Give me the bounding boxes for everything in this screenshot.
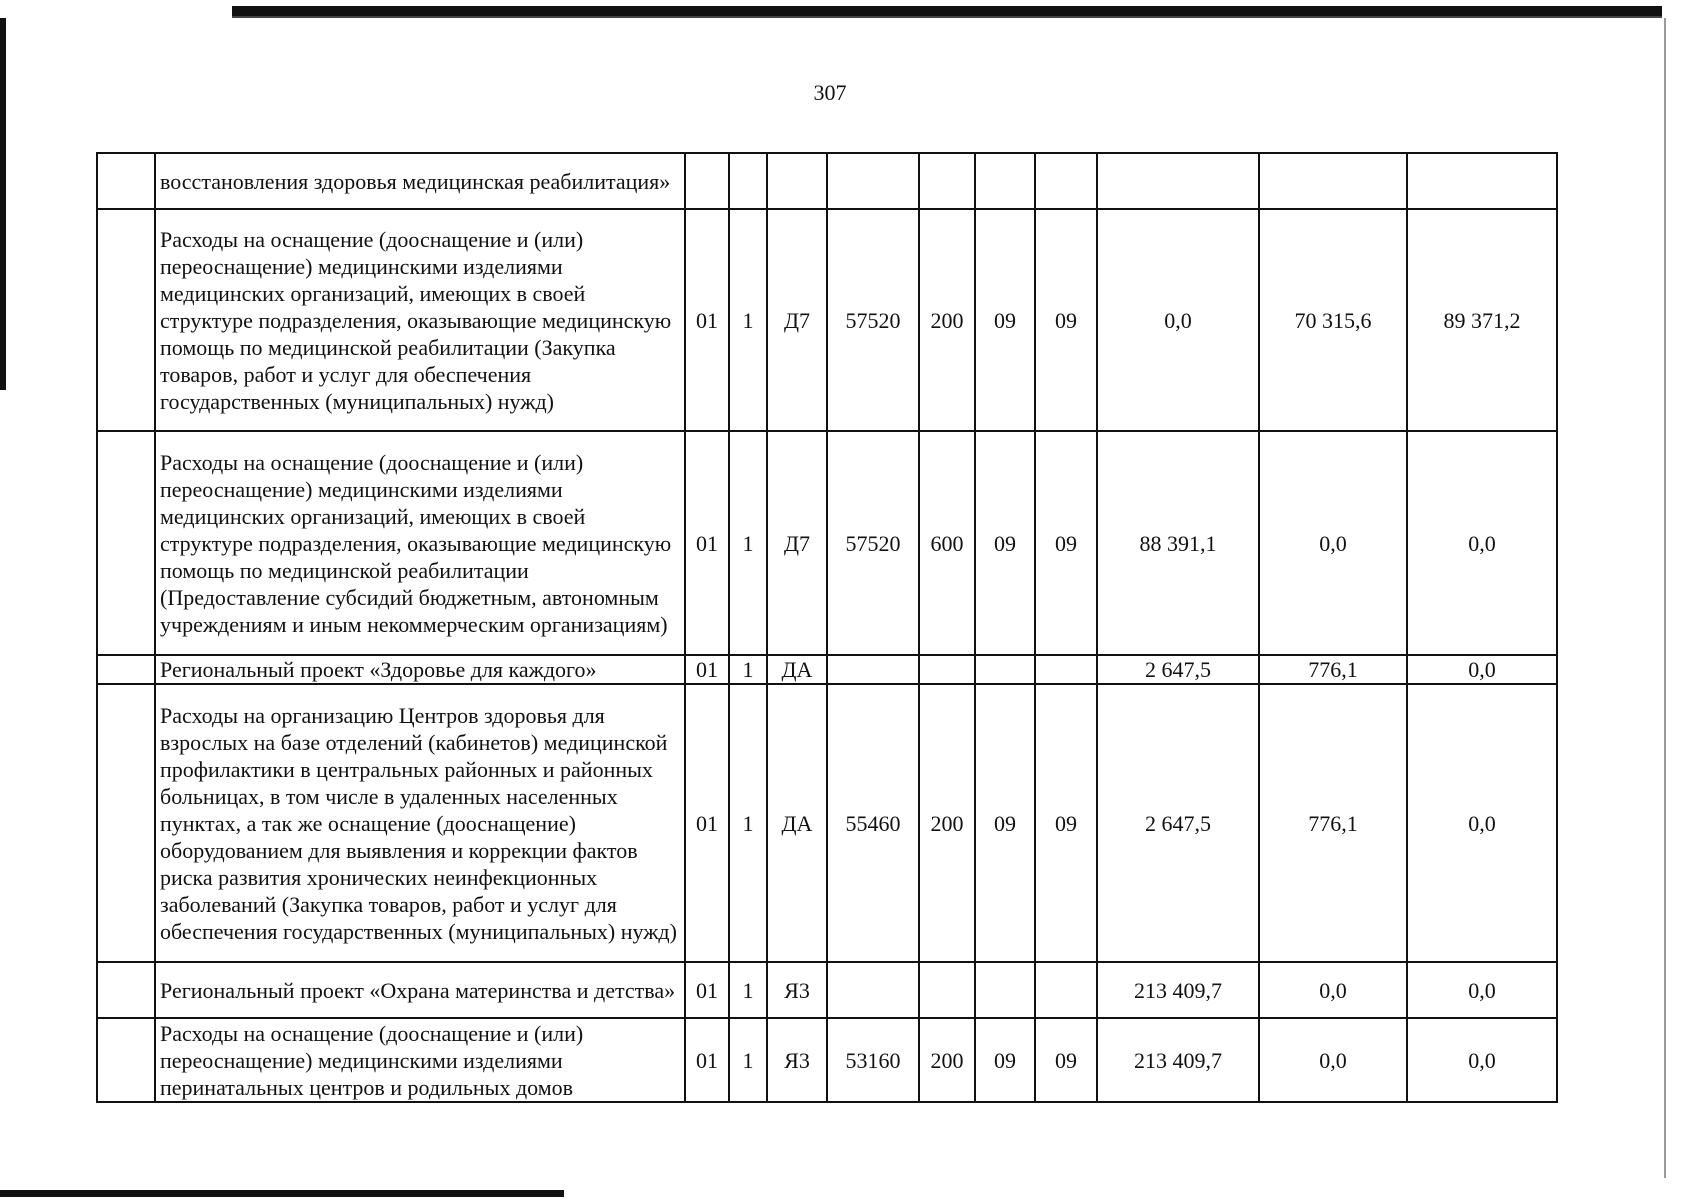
row-number-cell bbox=[97, 962, 155, 1018]
amount-cell-1: 2 647,5 bbox=[1097, 655, 1259, 684]
amount-cell-3 bbox=[1407, 153, 1557, 209]
table-row bbox=[97, 1018, 1557, 1102]
section-cell: 09 bbox=[975, 431, 1035, 655]
program-code-cell: 01 bbox=[685, 684, 729, 962]
amount-cell-3: 0,0 bbox=[1407, 962, 1557, 1018]
amount-cell-2: 0,0 bbox=[1259, 962, 1407, 1018]
row-number-cell bbox=[97, 153, 155, 209]
amount-cell-1: 213 409,7 bbox=[1097, 1018, 1259, 1102]
amount-cell-1 bbox=[1097, 153, 1259, 209]
amount-cell-1: 2 647,5 bbox=[1097, 684, 1259, 962]
table-row bbox=[97, 655, 1557, 684]
project-code-cell: ДА bbox=[767, 655, 827, 684]
subprogram-code-cell bbox=[729, 153, 767, 209]
row-number-cell bbox=[97, 1018, 155, 1102]
scan-edge-right bbox=[1664, 18, 1666, 1178]
scan-edge-top-thin bbox=[232, 16, 1662, 18]
amount-cell-2: 70 315,6 bbox=[1259, 209, 1407, 431]
amount-cell-3: 89 371,2 bbox=[1407, 209, 1557, 431]
target-article-cell bbox=[827, 655, 919, 684]
expense-type-cell bbox=[919, 655, 975, 684]
project-code-cell: Д7 bbox=[767, 431, 827, 655]
section-cell: 09 bbox=[975, 684, 1035, 962]
description-cell: Расходы на оснащение (дооснащение и (или) переоснащение) медицинскими изделиями перинатальных центров и родильных домов bbox=[155, 1018, 685, 1102]
amount-cell-2: 0,0 bbox=[1259, 1018, 1407, 1102]
subsection-cell: 09 bbox=[1035, 209, 1097, 431]
row-number-cell bbox=[97, 655, 155, 684]
row-number-cell bbox=[97, 684, 155, 962]
expense-type-cell bbox=[919, 153, 975, 209]
section-cell: 09 bbox=[975, 1018, 1035, 1102]
description-cell: Расходы на организацию Центров здоровья для взрослых на базе отделений (кабинетов) медицинской профилактики в центральных районных и районных больницах, в том числе в удаленных населенных пунктах, а так же оснащение (дооснащение) оборудованием для выявления и коррекции фактов риска развития хронических неинфекционных заболеваний (Закупка товаров, работ и услуг для обеспечения государственных (муниципальных) нужд) bbox=[155, 684, 685, 962]
program-code-cell bbox=[685, 153, 729, 209]
subsection-cell bbox=[1035, 962, 1097, 1018]
target-article-cell bbox=[827, 962, 919, 1018]
expense-type-cell bbox=[919, 962, 975, 1018]
project-code-cell: Я3 bbox=[767, 1018, 827, 1102]
row-number-cell bbox=[97, 431, 155, 655]
subprogram-code-cell: 1 bbox=[729, 655, 767, 684]
description-cell: Расходы на оснащение (дооснащение и (или) переоснащение) медицинскими изделиями медицинских организаций, имеющих в своей структуре подразделения, оказывающие медицинскую помощь по медицинской реабилитации (Закупка товаров, работ и услуг для обеспечения государственных (муниципальных) нужд) bbox=[155, 209, 685, 431]
expense-type-cell: 200 bbox=[919, 209, 975, 431]
amount-cell-2: 776,1 bbox=[1259, 684, 1407, 962]
scan-edge-top bbox=[232, 6, 1662, 16]
amount-cell-3: 0,0 bbox=[1407, 1018, 1557, 1102]
subsection-cell: 09 bbox=[1035, 684, 1097, 962]
description-cell: Региональный проект «Здоровье для каждого» bbox=[155, 655, 685, 684]
amount-cell-1: 213 409,7 bbox=[1097, 962, 1259, 1018]
target-article-cell: 57520 bbox=[827, 431, 919, 655]
section-cell: 09 bbox=[975, 209, 1035, 431]
target-article-cell: 55460 bbox=[827, 684, 919, 962]
table-row bbox=[97, 684, 1557, 962]
subprogram-code-cell: 1 bbox=[729, 209, 767, 431]
row-number-cell bbox=[97, 209, 155, 431]
section-cell bbox=[975, 153, 1035, 209]
amount-cell-2: 0,0 bbox=[1259, 431, 1407, 655]
project-code-cell: Я3 bbox=[767, 962, 827, 1018]
table-row bbox=[97, 209, 1557, 431]
project-code-cell bbox=[767, 153, 827, 209]
table-row bbox=[97, 431, 1557, 655]
project-code-cell: ДА bbox=[767, 684, 827, 962]
subprogram-code-cell: 1 bbox=[729, 1018, 767, 1102]
amount-cell-1: 0,0 bbox=[1097, 209, 1259, 431]
scan-edge-bottom bbox=[0, 1190, 564, 1197]
page-number: 307 bbox=[813, 80, 847, 105]
table-row bbox=[97, 962, 1557, 1018]
expense-type-cell: 200 bbox=[919, 1018, 975, 1102]
subsection-cell: 09 bbox=[1035, 431, 1097, 655]
amount-cell-2: 776,1 bbox=[1259, 655, 1407, 684]
expense-type-cell: 200 bbox=[919, 684, 975, 962]
target-article-cell: 57520 bbox=[827, 209, 919, 431]
program-code-cell: 01 bbox=[685, 431, 729, 655]
description-cell: восстановления здоровья медицинская реабилитация» bbox=[155, 153, 685, 209]
subprogram-code-cell: 1 bbox=[729, 962, 767, 1018]
description-cell: Расходы на оснащение (дооснащение и (или) переоснащение) медицинскими изделиями медицинских организаций, имеющих в своей структуре подразделения, оказывающие медицинскую помощь по медицинской реабилитации (Предоставление субсидий бюджетным, автономным учреждениям и иным некоммерческим организациям) bbox=[155, 431, 685, 655]
subprogram-code-cell: 1 bbox=[729, 431, 767, 655]
subsection-cell: 09 bbox=[1035, 1018, 1097, 1102]
expense-type-cell: 600 bbox=[919, 431, 975, 655]
project-code-cell: Д7 bbox=[767, 209, 827, 431]
subsection-cell bbox=[1035, 153, 1097, 209]
table-row bbox=[97, 153, 1557, 209]
subprogram-code-cell: 1 bbox=[729, 684, 767, 962]
program-code-cell: 01 bbox=[685, 1018, 729, 1102]
program-code-cell: 01 bbox=[685, 655, 729, 684]
program-code-cell: 01 bbox=[685, 962, 729, 1018]
description-cell: Региональный проект «Охрана материнства и детства» bbox=[155, 962, 685, 1018]
section-cell bbox=[975, 655, 1035, 684]
target-article-cell bbox=[827, 153, 919, 209]
amount-cell-3: 0,0 bbox=[1407, 684, 1557, 962]
amount-cell-2 bbox=[1259, 153, 1407, 209]
section-cell bbox=[975, 962, 1035, 1018]
amount-cell-1: 88 391,1 bbox=[1097, 431, 1259, 655]
subsection-cell bbox=[1035, 655, 1097, 684]
target-article-cell: 53160 bbox=[827, 1018, 919, 1102]
amount-cell-3: 0,0 bbox=[1407, 655, 1557, 684]
program-code-cell: 01 bbox=[685, 209, 729, 431]
amount-cell-3: 0,0 bbox=[1407, 431, 1557, 655]
budget-table bbox=[96, 152, 1558, 1103]
scan-edge-left bbox=[0, 18, 6, 390]
